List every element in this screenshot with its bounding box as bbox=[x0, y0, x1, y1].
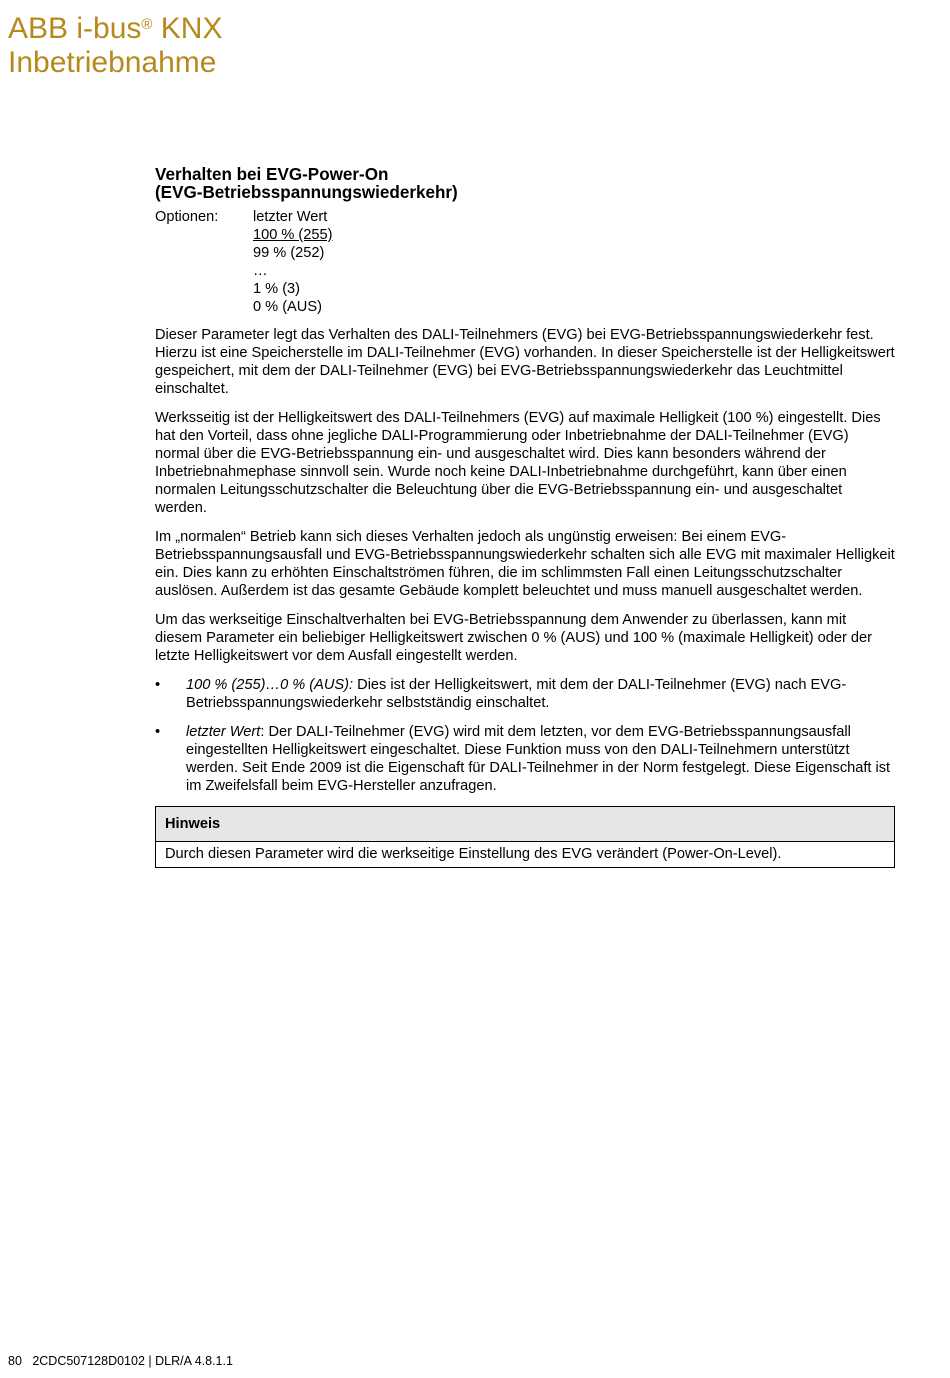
paragraph: Im „normalen“ Betrieb kann sich dieses Verhalten jedoch als ungünstig erweisen: Bei einem EVG-Betriebsspannungsausfall und EVG-Betriebsspannungswiederkehr schalten sich alle EVG mit maximaler Helligkeit ein. Dies kann zu erhöhten Einschaltströmen führen, die im schlimmsten Fall einen Leitungsschutzschalter auslösen. Außerdem ist das gesamte Gebäude komplett beleuchtet und muss manuell ausgeschaltet werden. bbox=[155, 529, 895, 599]
options-list bbox=[253, 208, 333, 316]
brand-suffix: KNX bbox=[160, 12, 223, 45]
option-item: 99 % (252) bbox=[253, 245, 325, 261]
note-box bbox=[155, 806, 895, 868]
parameter-title-line2: (EVG-Betriebsspannungswiederkehr) bbox=[155, 183, 458, 202]
note-text: Durch diesen Parameter wird die werkseitige Einstellung des EVG verändert (Power-On-Level). bbox=[165, 846, 782, 862]
bullet-term: letzter Wert bbox=[186, 724, 261, 740]
bullet-term: 100 % (255)…0 % (AUS): bbox=[186, 677, 354, 693]
main-content bbox=[155, 166, 895, 868]
bullet-list bbox=[155, 676, 895, 795]
document-header bbox=[8, 12, 222, 80]
page-footer: 80 2CDC507128D0102 | DLR/A 4.8.1.1 bbox=[8, 1354, 233, 1368]
bullet-text: : Der DALI-Teilnehmer (EVG) wird mit dem letzten, vor dem EVG-Betriebsspannungsausfall eingestellten Helligkeitswert eingeschaltet. Diese Funktion muss von den DALI-Teilnehmern unterstützt werden. Seit Ende 2009 ist die Eigenschaft für DALI-Teilnehmer in der Norm festgelegt. Diese Eigenschaft ist im Zweifelsfall beim EVG-Hersteller anzufragen. bbox=[186, 724, 891, 794]
parameter-title-line1: Verhalten bei EVG-Power-On bbox=[155, 165, 389, 184]
paragraph: Um das werkseitige Einschaltverhalten bei EVG-Betriebsspannung dem Anwender zu überlassen, kann mit diesem Parameter ein beliebiger Helligkeitswert zwischen 0 % (AUS) und 100 % (maximale Helligkeit) oder der letzte Helligkeitswert vor dem Ausfall eingestellt werden. bbox=[155, 612, 873, 664]
options-block bbox=[155, 208, 895, 316]
section-title: Inbetriebnahme bbox=[8, 46, 217, 79]
brand-title bbox=[8, 12, 222, 46]
parameter-title bbox=[155, 166, 895, 202]
option-item: 1 % (3) bbox=[253, 281, 301, 297]
option-item-default: 100 % (255) bbox=[253, 227, 333, 243]
option-item: letzter Wert bbox=[253, 209, 328, 225]
note-heading: Hinweis bbox=[156, 807, 894, 842]
options-label: Optionen: bbox=[155, 209, 219, 225]
option-item-ellipsis: … bbox=[253, 263, 268, 279]
bullet-dot-icon: • bbox=[155, 724, 161, 740]
paragraph: Dieser Parameter legt das Verhalten des DALI-Teilnehmers (EVG) bei EVG-Betriebsspannungswiederkehr fest. Hierzu ist eine Speicherstelle im DALI-Teilnehmer (EVG) vorhanden. In dieser Speicherstelle ist der Helligkeitswert gespeichert, mit dem der DALI-Teilnehmer (EVG) bei EVG-Betriebsspannungswiederkehr das Leuchtmittel einschaltet. bbox=[155, 327, 895, 397]
bullet-dot-icon: • bbox=[155, 677, 161, 693]
bullet-text: Dies ist der Helligkeitswert, mit dem der DALI-Teilnehmer (EVG) nach EVG-Betriebsspannungswiederkehr selbstständig einschaltet. bbox=[186, 677, 847, 711]
option-item: 0 % (AUS) bbox=[253, 299, 322, 315]
bullet-item bbox=[155, 676, 895, 712]
brand-name: ABB i-bus bbox=[8, 12, 142, 45]
registered-mark-icon: ® bbox=[141, 16, 153, 33]
bullet-item bbox=[155, 723, 895, 795]
paragraph: Werksseitig ist der Helligkeitswert des DALI-Teilnehmers (EVG) auf maximale Helligkeit (100 %) eingestellt. Dies hat den Vorteil, dass ohne jegliche DALI-Programmierung oder Inbetriebnahme der DALI-Teilnehmer (EVG) normal über die EVG-Betriebsspannung ein- und ausgeschaltet wird. Dies kann besonders während der Inbetriebnahmephase sinnvoll sein. Wurde noch keine DALI-Inbetriebnahme durchgeführt, kann über einen normalen Leitungsschutzschalter die Beleuchtung über die EVG-Betriebsspannung ein- und ausgeschaltet werden. bbox=[155, 410, 881, 516]
